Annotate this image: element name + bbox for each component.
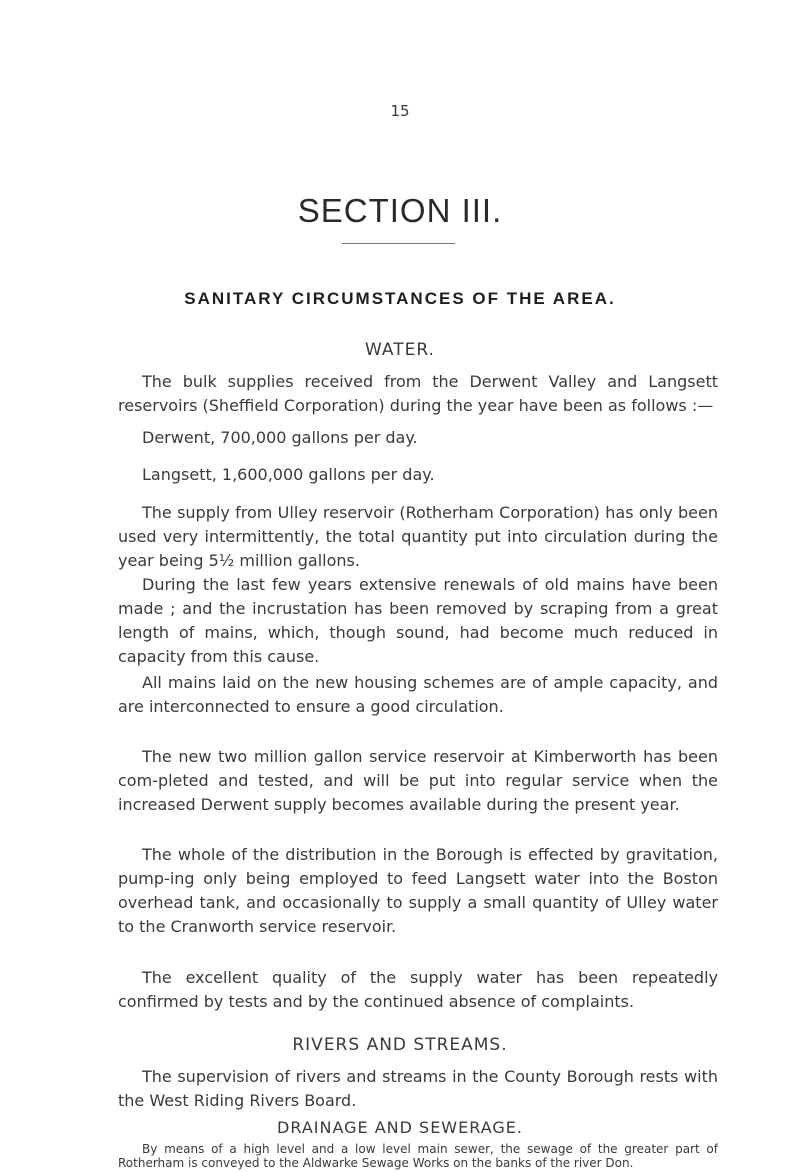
rivers-heading: RIVERS AND STREAMS.	[292, 1035, 508, 1055]
kimberworth-paragraph: The new two million gallon service reservoir at Kimberworth has been com-pleted and tested, and will be put into regular service when the increased Derwent supply becomes available during the present year.	[118, 747, 718, 814]
distribution-paragraph: The whole of the distribution in the Borough is effected by gravitation, pump-ing only being employed to feed Langsett water into the Boston overhead tank, and occasionally to supply a small quantity of Ulley water to the Cranworth service reservoir.	[118, 845, 718, 936]
drainage-paragraph: By means of a high level and a low level main sewer, the sewage of the greater part of Rotherham is conveyed to the Aldwarke Sewage Works on the banks of the river Don.	[118, 1142, 718, 1170]
water-heading: WATER.	[365, 340, 435, 360]
section-subtitle: SANITARY CIRCUMSTANCES OF THE AREA.	[184, 289, 616, 308]
ulley-paragraph: The supply from Ulley reservoir (Rotherham Corporation) has only been used very intermittently, the total quantity put into circulation during the year being 5½ million gallons.	[118, 503, 718, 570]
quality-paragraph: The excellent quality of the supply water has been repeatedly confirmed by tests and by the continued absence of complaints.	[118, 968, 718, 1011]
rivers-paragraph: The supervision of rivers and streams in the County Borough rests with the West Riding Rivers Board.	[118, 1067, 718, 1110]
divider-rule	[342, 243, 455, 244]
drainage-heading-text: DRAINAGE AND SEWERAGE.	[277, 1118, 523, 1137]
housing-paragraph: All mains laid on the new housing schemes are of ample capacity, and are interconnected to ensure a good circulation.	[118, 673, 718, 716]
langsett-supply-line: Langsett, 1,600,000 gallons per day.	[142, 465, 435, 484]
derwent-supply-line: Derwent, 700,000 gallons per day.	[142, 428, 418, 447]
page-number: 15	[390, 102, 410, 120]
water-intro-paragraph: The bulk supplies received from the Derwent Valley and Langsett reservoirs (Sheffield Corporation) during the year have been as follows :—	[118, 372, 718, 415]
section-title: SECTION III.	[297, 192, 503, 229]
mains-paragraph: During the last few years extensive renewals of old mains have been made ; and the incrustation has been removed by scraping from a great length of mains, which, though sound, had become much reduced in capacity from this cause.	[118, 575, 718, 666]
